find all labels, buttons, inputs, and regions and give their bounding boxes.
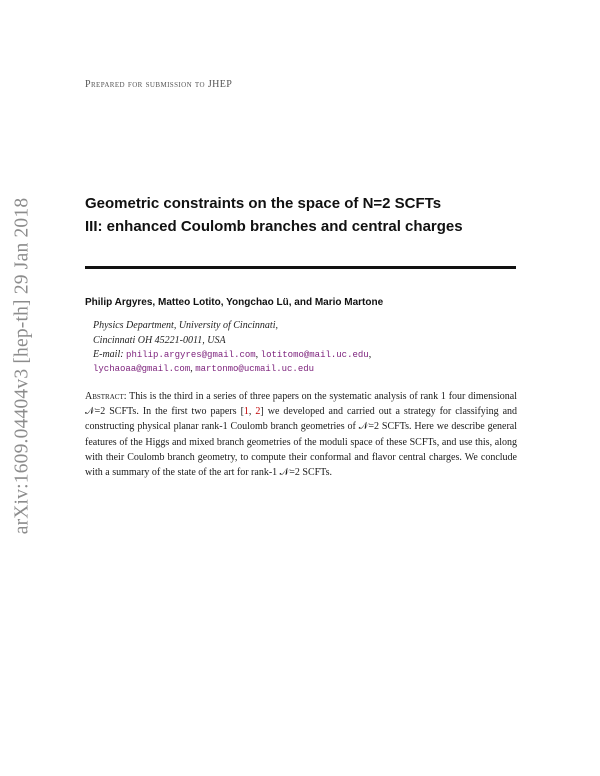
abstract-text-1: This is the third in a series of three papers on the systematic analysis of rank 1 four dimensional 𝒩=2 SCFTs. In the first two papers [ [85, 391, 517, 418]
citation-link-2[interactable]: 2 [255, 406, 261, 418]
email-block: E-mail: philip.argyres@gmail.com, lotitomo@mail.uc.edu, lychaoaa@gmail.com, martonmo@ucmail.uc.edu [93, 349, 372, 374]
title-rule [85, 266, 516, 269]
abstract-text-2: ] we developed and carried out a strategy for classifying and constructing physical planar rank-1 Coulomb branch geometries of 𝒩=2 SCFTs. Here we describe general features of the Higgs and mixed branch geometries of the moduli space of these SCFTs, and use this, along with their Coulomb branch geometry, to compute their conformal and flavor central charges. We conclude with a summary of the state of the art for rank-1 𝒩=2 SCFTs. [85, 406, 518, 479]
journal-name: JHEP [207, 79, 233, 90]
email-link-argyres[interactable]: philip.argyres@gmail.com [126, 350, 256, 360]
abstract [85, 389, 517, 480]
title-line-2: III: enhanced Coulomb branches and central charges [85, 218, 463, 235]
prepared-for-label: Prepared for submission to [85, 79, 205, 90]
citation-separator: , [248, 406, 256, 418]
submission-note [85, 79, 232, 90]
email-label: E-mail: [93, 349, 124, 360]
title-line-1: Geometric constraints on the space of N=2 SCFTs [85, 195, 442, 212]
paper-title [85, 192, 525, 238]
author-list: Philip Argyres, Matteo Lotito, Yongchao Lü, and Mario Martone [85, 297, 384, 308]
arxiv-identifier: arXiv:1609.04404v3 [hep-th] 29 Jan 2018 [11, 197, 33, 535]
email-link-martone[interactable]: martonmo@ucmail.uc.edu [195, 364, 315, 374]
affiliation-line-2: Cincinnati OH 45221-0011, USA [93, 335, 226, 346]
citation-link-1[interactable]: 1 [243, 406, 249, 418]
affiliation [93, 318, 278, 348]
email-link-lu[interactable]: lychaoaa@gmail.com [93, 364, 191, 374]
arxiv-stamp [4, 192, 40, 540]
email-link-lotito[interactable]: lotitomo@mail.uc.edu [260, 350, 369, 360]
affiliation-line-1: Physics Department, University of Cincinnati, [93, 320, 278, 331]
abstract-heading: Abstract: [85, 391, 127, 402]
